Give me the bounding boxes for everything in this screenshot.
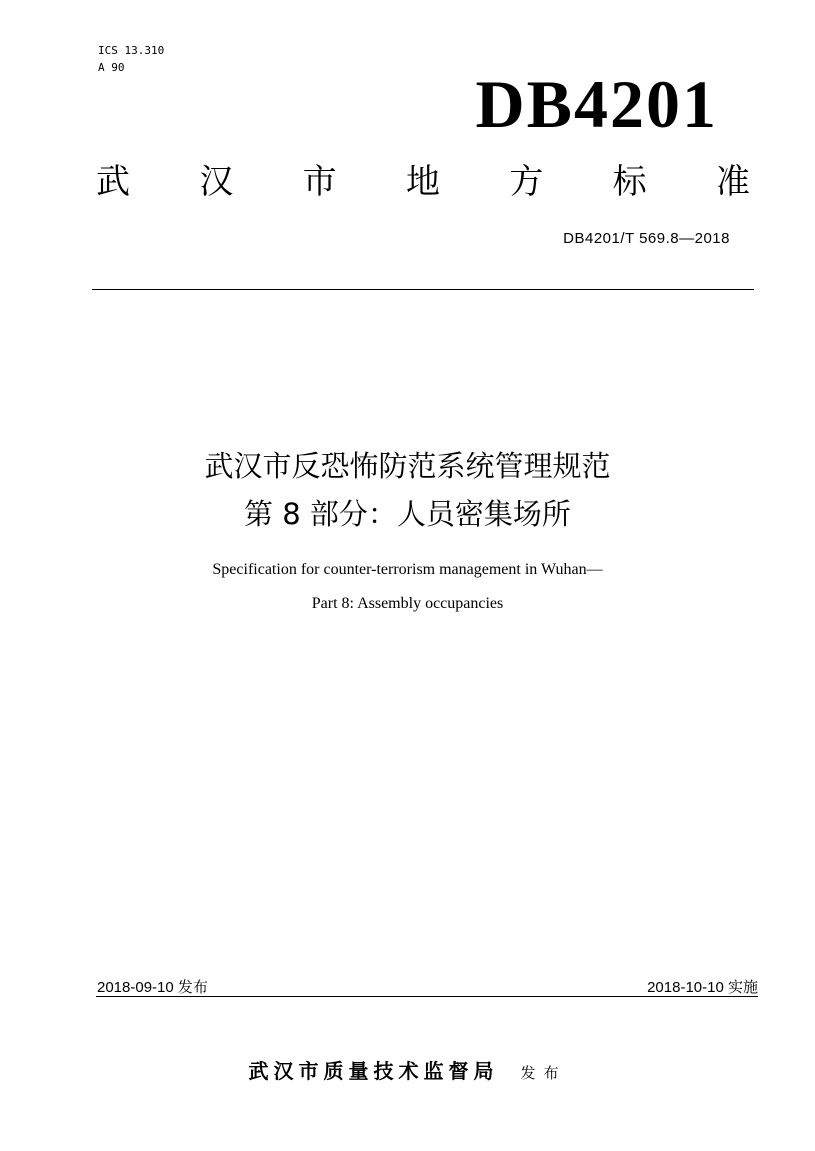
- standard-type-char: 市: [302, 162, 337, 202]
- footer-divider: [96, 996, 758, 997]
- implement-date: 2018-10-10 实施: [647, 979, 758, 996]
- standard-type-char: 武: [96, 162, 130, 202]
- db-code: DB4201: [475, 66, 718, 142]
- ics-code: ICS 13.310: [98, 44, 165, 57]
- standard-type-char: 标: [612, 162, 647, 202]
- standard-number: DB4201/T 569.8—2018: [563, 230, 730, 247]
- header-divider: [92, 289, 754, 290]
- standard-type: [96, 160, 750, 204]
- standard-type-char: 方: [509, 162, 544, 202]
- issuer-name: 武汉市质量技术监督局: [248, 1059, 499, 1083]
- standard-type-char: 汉: [199, 162, 234, 202]
- title-cn-line2: 第 8 部分：人员密集场所: [244, 497, 571, 531]
- standard-type-char: 地: [405, 162, 440, 202]
- standard-type-char: 准: [715, 162, 750, 202]
- issue-date: 2018-09-10 发布: [97, 979, 208, 996]
- ccs-code: A 90: [98, 61, 125, 74]
- issuer-verb: 发布: [520, 1064, 567, 1082]
- title-en-line2: Part 8: Assembly occupancies: [311, 595, 504, 612]
- title-en-line1: Specification for counter-terrorism management in Wuhan—: [212, 561, 603, 578]
- title-cn-line1: 武汉市反恐怖防范系统管理规范: [204, 449, 611, 483]
- classification-codes: [98, 42, 164, 76]
- issuer: [0, 1055, 815, 1084]
